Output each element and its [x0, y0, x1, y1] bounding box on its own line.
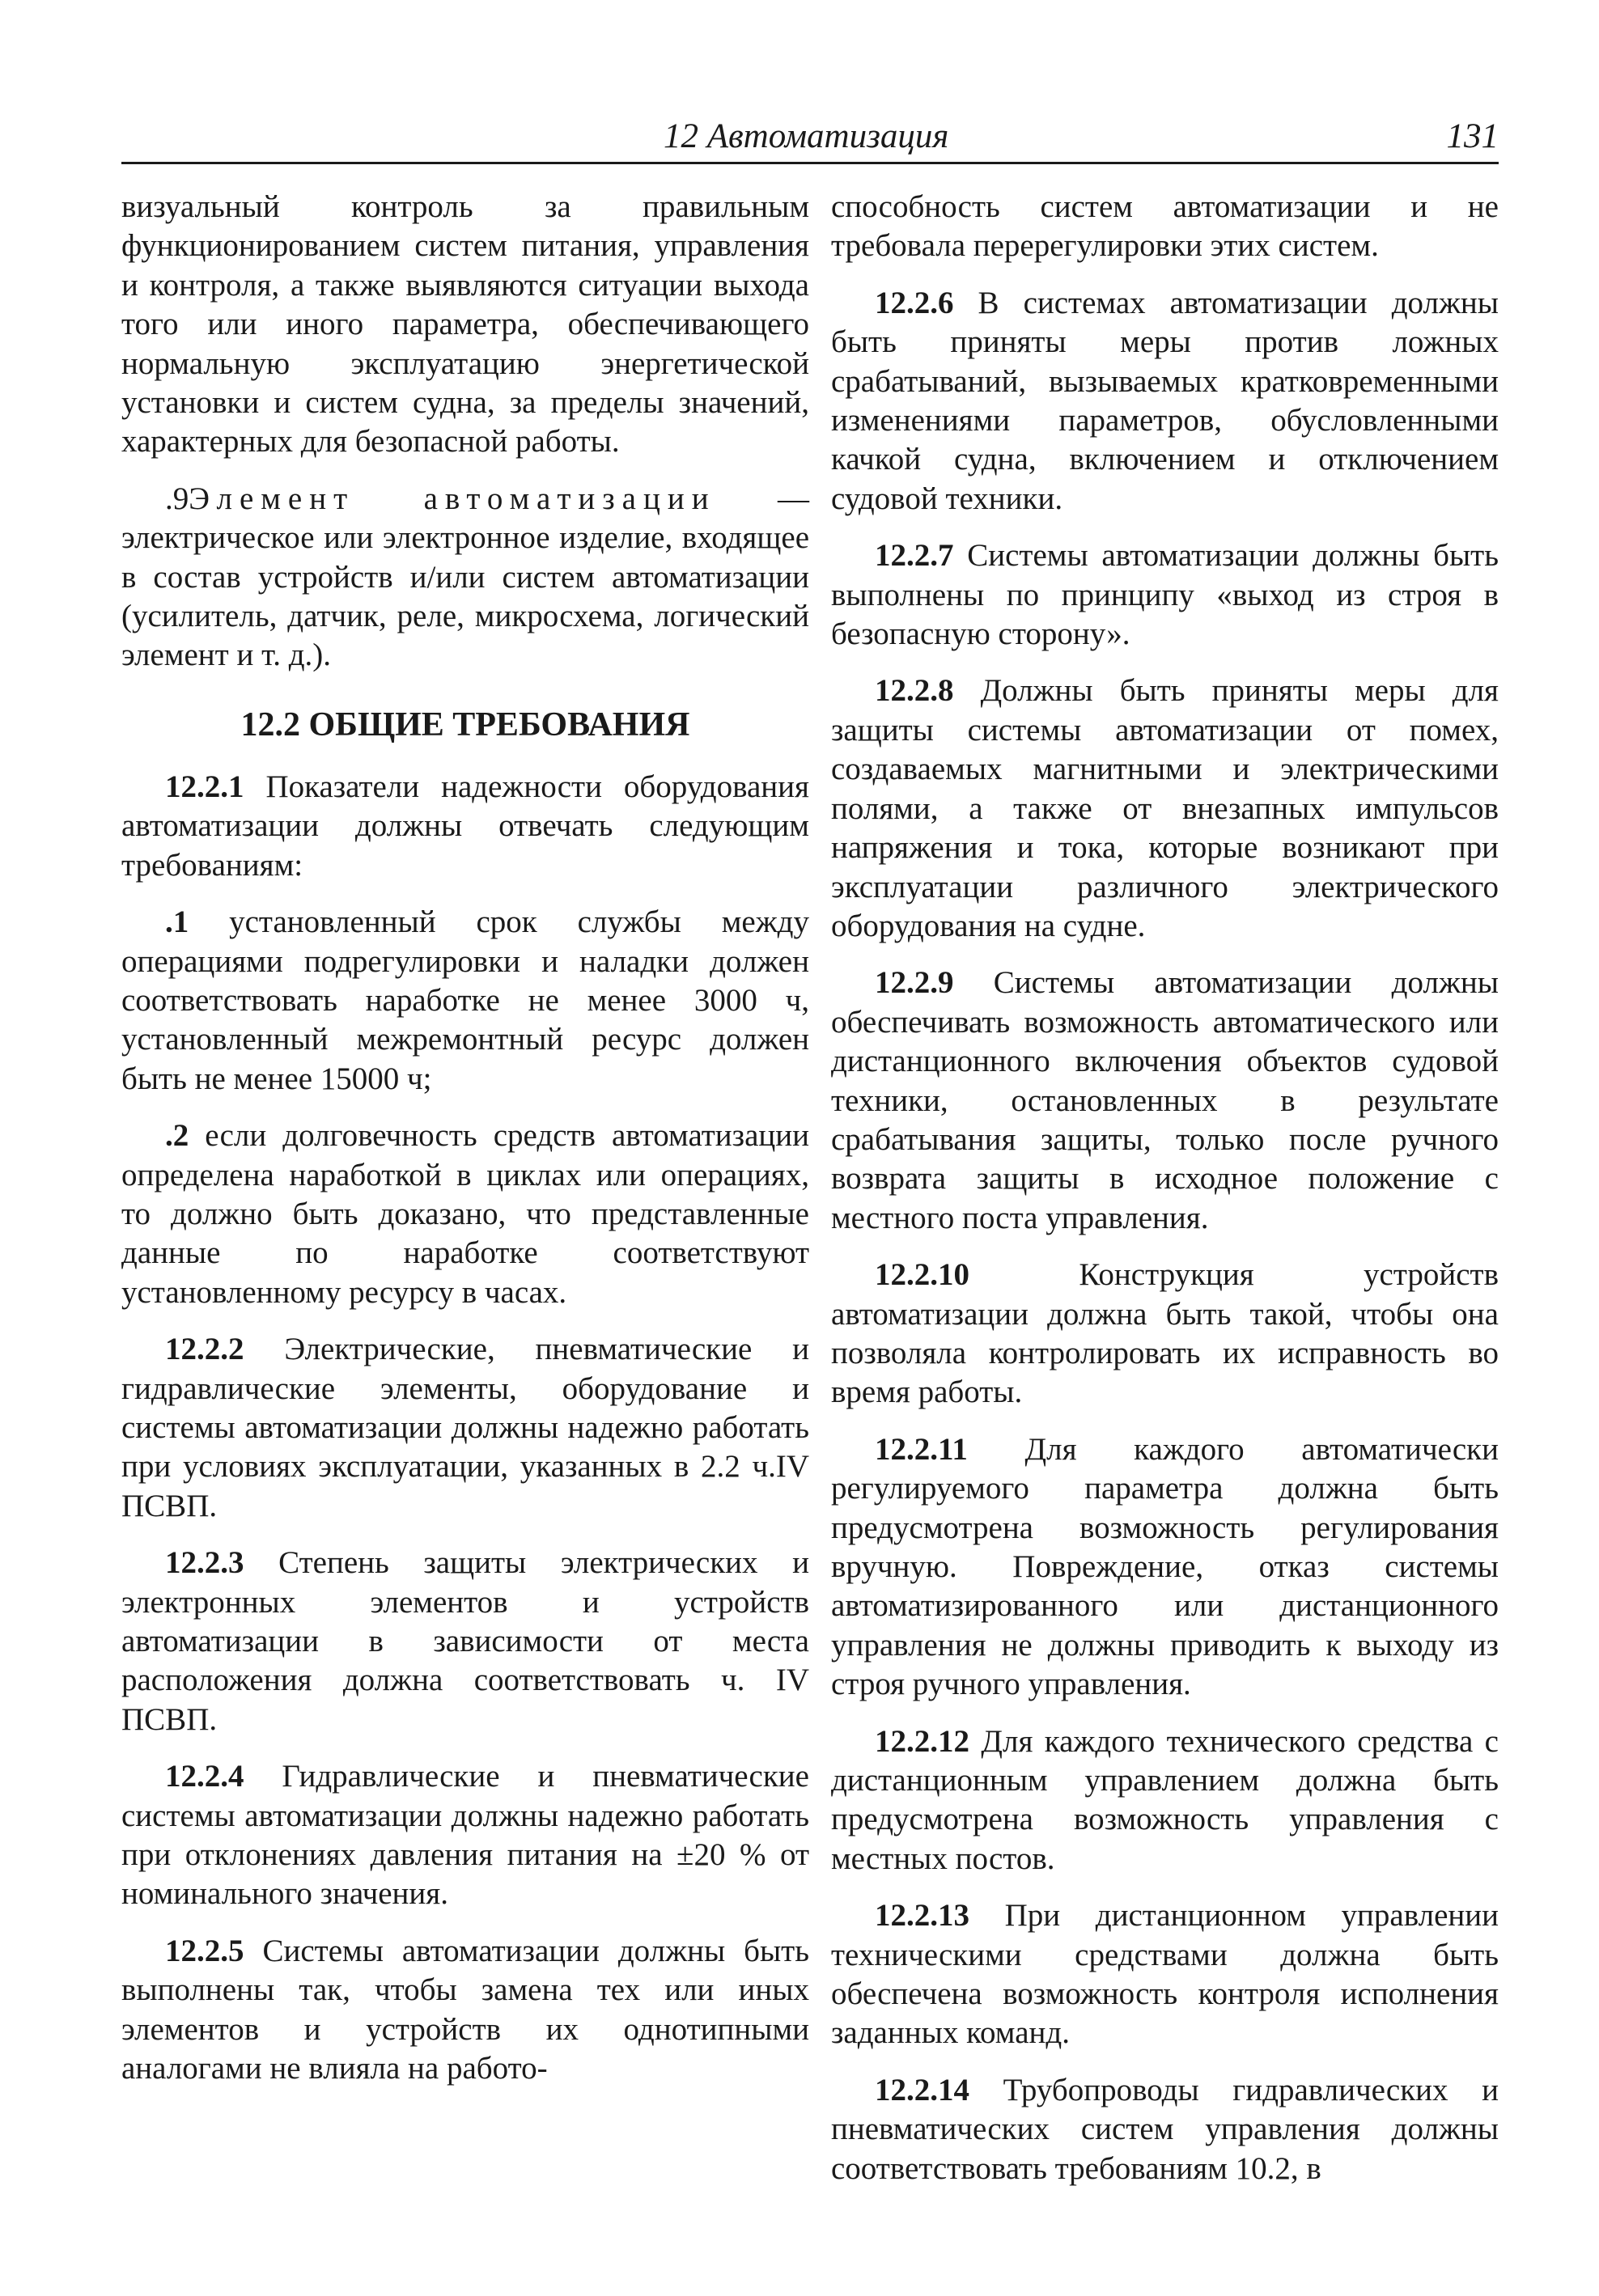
- clause-text: Для каждого автоматически регулируемого параметра должна быть предусмотрена возможность регулирования вручную. Повреждение, отказ системы автоматизированного или дистанционного управления не должны приводить к выходу из строя ручного управления.: [831, 1431, 1499, 1702]
- clause-number: 12.2.3: [165, 1545, 244, 1581]
- clause-text: Степень защиты электрических и электронных элементов и устройств автоматизации в зависимости от места расположения должна соответствовать ч. IV ПСВП.: [121, 1545, 809, 1737]
- clause-number: 12.2.5: [165, 1933, 244, 1968]
- clause-text: Системы автоматизации должны обеспечивать возможность автоматического или дистанционного включения объектов судовой техники, остановленных в результате срабатывания защиты, только после ручного возврата защиты в исходное положение с местного поста управления.: [831, 965, 1499, 1235]
- definition-text: — электрическое или электронное изделие, входящее в состав устройств и/или систем автоматизации (усилитель, датчик, реле, микросхема, логический элемент и т. д.).: [121, 481, 809, 673]
- clause-12-2-8: [831, 671, 1499, 946]
- clause-12-2-10: [831, 1256, 1499, 1413]
- clause-text: Конструкция устройств автоматизации должна быть такой, чтобы она позволяла контролировать их исправность во время работы.: [831, 1257, 1499, 1410]
- clause-12-2-1: [121, 768, 809, 885]
- clause-12-2-2: [121, 1330, 809, 1526]
- clause-12-2-7: [831, 536, 1499, 654]
- subclause-number: .2: [165, 1118, 189, 1154]
- clause-text: Трубопроводы гидравлических и пневматических систем управления должны соответствовать требованиям 10.2, в: [831, 2072, 1499, 2186]
- page-number: 131: [1446, 117, 1499, 155]
- continued-paragraph: визуальный контроль за правильным функционированием систем питания, управления и контроля, а также выявляются ситуации выхода того или иного параметра, обеспечивающего нормальную эксплуатацию энергетической установки и систем судна, за пределы значений, характерных для безопасной работы.: [121, 189, 809, 460]
- clause-text: Должны быть приняты меры для защиты системы автоматизации от помех, создаваемых магнитными и электрическими полями, а также от внезапных импульсов напряжения и тока, которые возникают при эксплуатации различного электрического оборудования на судне.: [831, 673, 1499, 943]
- subclause-text: установленный срок службы между операциями подрегулировки и наладки должен соответствовать наработке не менее 3000 ч, установленный межремонтный ресурс должен быть не менее 15000 ч;: [121, 904, 809, 1096]
- clause-text: В системах автоматизации должны быть приняты меры против ложных срабатываний, вызываемых кратковременными изменениями параметров, обусловленными качкой судна, включением и отключением судовой техники.: [831, 285, 1499, 516]
- clause-12-2-4: [121, 1757, 809, 1914]
- clause-number: 12.2.13: [875, 1898, 969, 1934]
- subclause-2: [121, 1116, 809, 1312]
- clause-12-2-11: [831, 1430, 1499, 1705]
- continued-paragraph: способность систем автоматизации и не требовала перерегулировки этих систем.: [831, 189, 1499, 264]
- clause-number: 12.2.14: [875, 2072, 969, 2107]
- subclause-number: .1: [165, 904, 189, 940]
- clause-number: 12.2.8: [875, 673, 954, 709]
- clause-12-2-14: [831, 2071, 1499, 2188]
- definition-9: [121, 480, 809, 676]
- clause-text: Системы автоматизации должны быть выполнены по принципу «выход из строя в безопасную сторону».: [831, 538, 1499, 652]
- clause-number: 12.2.10: [875, 1257, 969, 1293]
- clause-number: 12.2.1: [165, 769, 244, 804]
- clause-number: 12.2.4: [165, 1759, 244, 1794]
- clause-number: 12.2.2: [165, 1332, 244, 1367]
- clause-number: 12.2.7: [875, 538, 954, 574]
- clause-12-2-13: [831, 1896, 1499, 2053]
- clause-text: При дистанционном управлении техническими средствами должна быть обеспечена возможность контроля исполнения заданных команд.: [831, 1898, 1499, 2051]
- clause-number: 12.2.6: [875, 285, 954, 320]
- clause-number: 12.2.12: [875, 1723, 969, 1759]
- clause-number: 12.2.11: [875, 1431, 968, 1467]
- subclause-1: [121, 903, 809, 1099]
- clause-12-2-3: [121, 1544, 809, 1739]
- clause-12-2-12: [831, 1722, 1499, 1879]
- clause-text: Электрические, пневматические и гидравлические элементы, оборудование и системы автоматизации должны надежно работать при условиях эксплуатации, указанных в 2.2 ч.IV ПСВП.: [121, 1332, 809, 1523]
- subclause-text: если долговечность средств автоматизации определена наработкой в циклах или операциях, то должно быть доказано, что представленные данные по наработке соответствуют установленному ресурсу в часах.: [121, 1118, 809, 1310]
- clause-text: Показатели надежности оборудования автоматизации должны отвечать следующим требованиям:: [121, 769, 809, 883]
- clause-text: Гидравлические и пневматические системы автоматизации должны надежно работать при отклонениях давления питания на ±20 % от номинального значения.: [121, 1759, 809, 1912]
- definition-term: Элемент автоматизации: [189, 481, 716, 516]
- clause-12-2-5: [121, 1932, 809, 2089]
- running-header: [121, 112, 1499, 164]
- section-heading: 12.2 ОБЩИЕ ТРЕБОВАНИЯ: [240, 705, 690, 743]
- definition-number: .9: [165, 481, 189, 516]
- clause-number: 12.2.9: [875, 965, 954, 1001]
- right-column: [831, 188, 1499, 2206]
- clause-12-2-6: [831, 284, 1499, 519]
- clause-12-2-9: [831, 964, 1499, 1238]
- left-column: [121, 188, 809, 2106]
- chapter-title: 12 Автоматизация: [664, 117, 949, 155]
- clause-text: Системы автоматизации должны быть выполнены так, чтобы замена тех или иных элементов и устройств их однотипными аналогами не влияла на работо-: [121, 1933, 809, 2086]
- clause-text: Для каждого технического средства с дистанционным управлением должна быть предусмотрена возможность управления с местных постов.: [831, 1723, 1499, 1876]
